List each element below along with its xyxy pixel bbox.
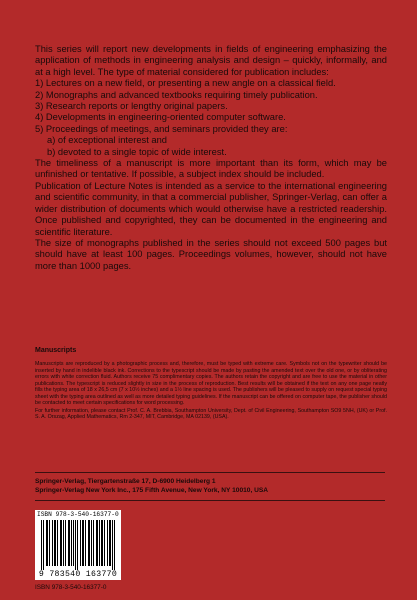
size-paragraph: The size of monographs published in the series should not exceed 500 pages but should have at least 100 pages. Proceedings volumes, however, should not have more than 1000 pages.	[35, 237, 387, 271]
divider	[35, 472, 385, 473]
contact-info: For further information, please contact Prof. C. A. Brebbia, Southampton University, Dept. of Civil Engineering, Southampton SO9 5NH, (UK) or Prof. S. A. Orszag, Applied Mathematics, Rm 2-347, MIT, Cambridge, MA 02139, (USA).	[35, 407, 387, 421]
timeliness-paragraph: The timeliness of a manuscript is more important than its form, which may be unfinished or tentative. If possible, a subject index should be included.	[35, 158, 387, 180]
series-description	[35, 44, 387, 272]
barcode-bars	[37, 520, 119, 570]
barcode	[35, 510, 121, 580]
list-item: 3) Research reports or lengthy original papers.	[35, 101, 228, 112]
manuscripts-text	[35, 361, 387, 422]
list-item: 4) Developments in engineering-oriented computer software.	[35, 112, 286, 123]
isbn-label: ISBN 978-3-540-16377-0	[37, 511, 119, 518]
publisher-address-newyork: Springer-Verlag New York Inc., 175 Fifth Avenue, New York, NY 10010, USA	[35, 487, 269, 494]
publication-paragraph: Publication of Lecture Notes is intended as a service to the international engineering and scientific community, in that a commercial publisher, Springer-Verlag, can offer a wider distribution of documents which would otherwise have a restricted readership. Once published and copyrighted, they can be documented in the engineering and scientific literature.	[35, 180, 387, 237]
publisher-addresses	[35, 477, 395, 495]
manuscripts-body: Manuscripts are reproduced by a photographic process and, therefore, must be typed with extreme care. Symbols not on the typewriter should be inserted by hand in indelible black ink. Corrections to the typescript should be made by pasting the amended text over the old one, or by obliterating errors with white correction fluid. Authors receive 75 complimentary copies. The authors retain the copyright and are free to use the material in other publications. The typescript is reduced slightly in size in the process of reproduction. Best results will be obtained if the text on any one page neatly fills the typing area of 18 x 26,5 cm (7 x 10½ inches) and a 1½ line spacing is used. The publishers will be pleased to supply on request special typing sheet with the typing area outlined as well as more detailed typing guidelines. If the manuscript can be offered on computer tape, the publisher should be contacted to meet certain specifications for word processing.	[35, 361, 387, 407]
list-item: 1) Lectures on a new field, or presenting a new angle on a classical field.	[35, 78, 336, 89]
list-item: 2) Monographs and advanced textbooks requiring timely publication.	[35, 89, 318, 100]
isbn-text: ISBN 978-3-540-16377-0	[35, 584, 107, 591]
divider	[35, 500, 385, 501]
sub-list-item: a) of exceptional interest and	[47, 135, 167, 146]
publisher-address-heidelberg: Springer-Verlag, Tiergartenstraße 17, D-6900 Heidelberg 1	[35, 478, 216, 485]
intro-paragraph: This series will report new developments in fields of engineering emphasizing the application of methods in engineering analysis and design – quickly, informally, and at a high level. The type of material considered for publication includes:	[35, 44, 387, 77]
sub-list-item: b) devoted to a single topic of wide interest.	[47, 146, 227, 157]
manuscripts-heading: Manuscripts	[35, 347, 77, 354]
ean-digits: 9 783540 163770	[38, 570, 118, 579]
list-item: 5) Proceedings of meetings, and seminars provided they are:	[35, 123, 288, 134]
